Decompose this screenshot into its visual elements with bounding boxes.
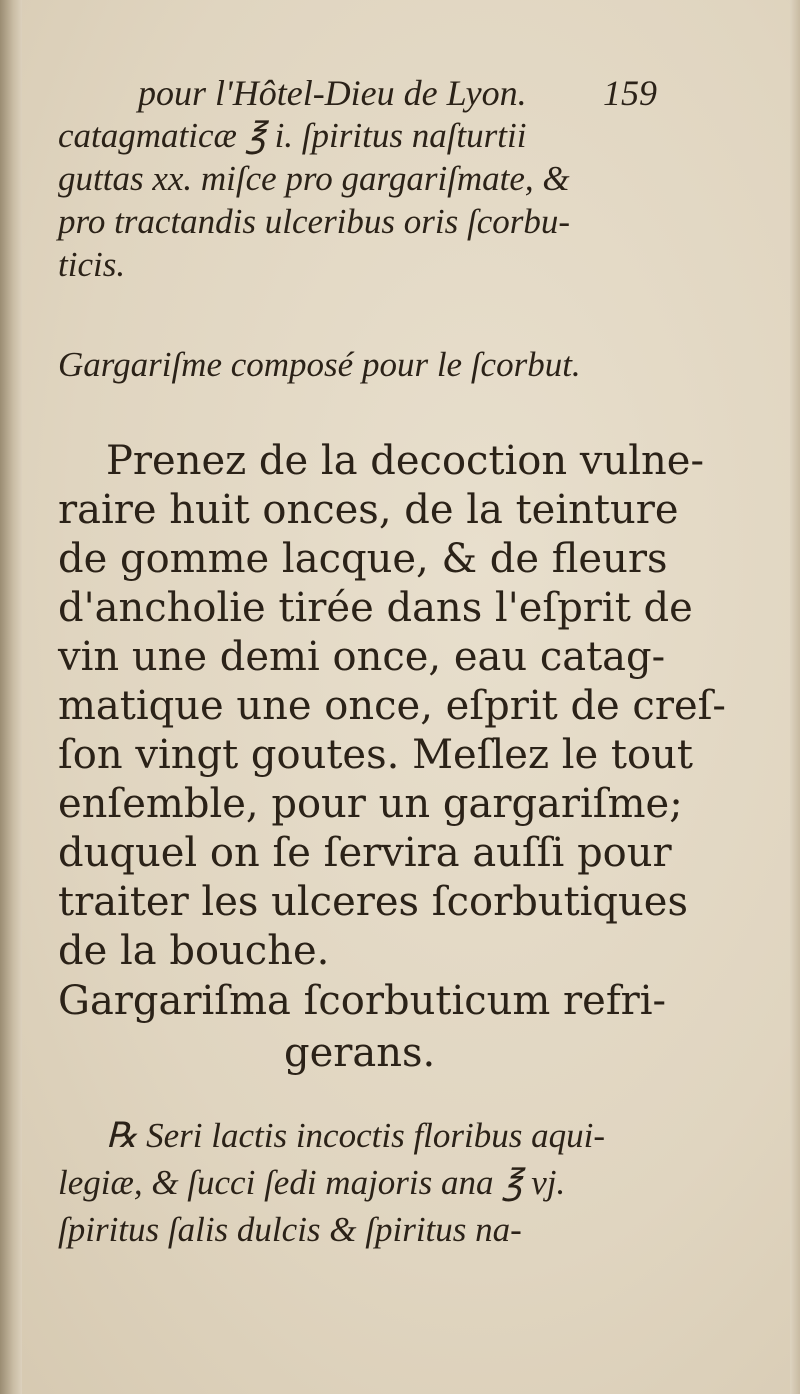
paragraph-latin-2	[58, 1112, 758, 1253]
text-line: catagmaticæ ℥ i. ſpiritus naſturtii	[58, 116, 527, 155]
running-title: pour l'Hôtel-Dieu de Lyon.	[138, 73, 527, 113]
text-line: guttas xx. miſce pro gargariſmate, &	[58, 159, 570, 198]
text-line: ſpiritus ſalis dulcis & ſpiritus na-	[58, 1210, 522, 1249]
text-line: Prenez de la decoction vulne-	[106, 438, 704, 484]
text-line: duquel on ſe ſervira auſſi pour	[58, 830, 672, 876]
text-line: ticis.	[58, 245, 126, 284]
text-line: vin une demi once, eau catag-	[58, 634, 666, 680]
page-edge	[790, 0, 800, 1394]
text-line: d'ancholie tirée dans l'eſprit de	[58, 585, 693, 631]
text-line: gerans.	[284, 1030, 436, 1076]
text-line: Gargariſma ſcorbuticum refri-	[58, 978, 667, 1024]
subheading-gargarisme: Gargariſme composé pour le ſcorbut.	[58, 345, 581, 384]
text-line: legiæ, & ſucci ſedi majoris ana ℥ vj.	[58, 1163, 566, 1202]
paragraph-french	[58, 437, 758, 976]
page-number: 159	[603, 73, 657, 113]
text-line: ℞ Seri lactis incoctis floribus aqui-	[106, 1116, 605, 1155]
text-line: traiter les ulceres ſcorbutiques	[58, 879, 688, 925]
text-line: ſon vingt goutes. Meſlez le tout	[58, 732, 693, 778]
subheading-gargarisma	[58, 975, 758, 1079]
text-line: matique une once, eſprit de creſ-	[58, 683, 726, 729]
text-line: raire huit onces, de la teinture	[58, 487, 679, 533]
paragraph-latin-1	[58, 114, 758, 286]
page-gutter	[0, 0, 22, 1394]
text-line: pro tractandis ulceribus oris ſcorbu-	[58, 202, 571, 241]
text-line: de la bouche.	[58, 928, 330, 974]
text-line: enſemble, pour un gargariſme;	[58, 781, 683, 827]
text-line: de gomme lacque, & de fleurs	[58, 536, 668, 582]
